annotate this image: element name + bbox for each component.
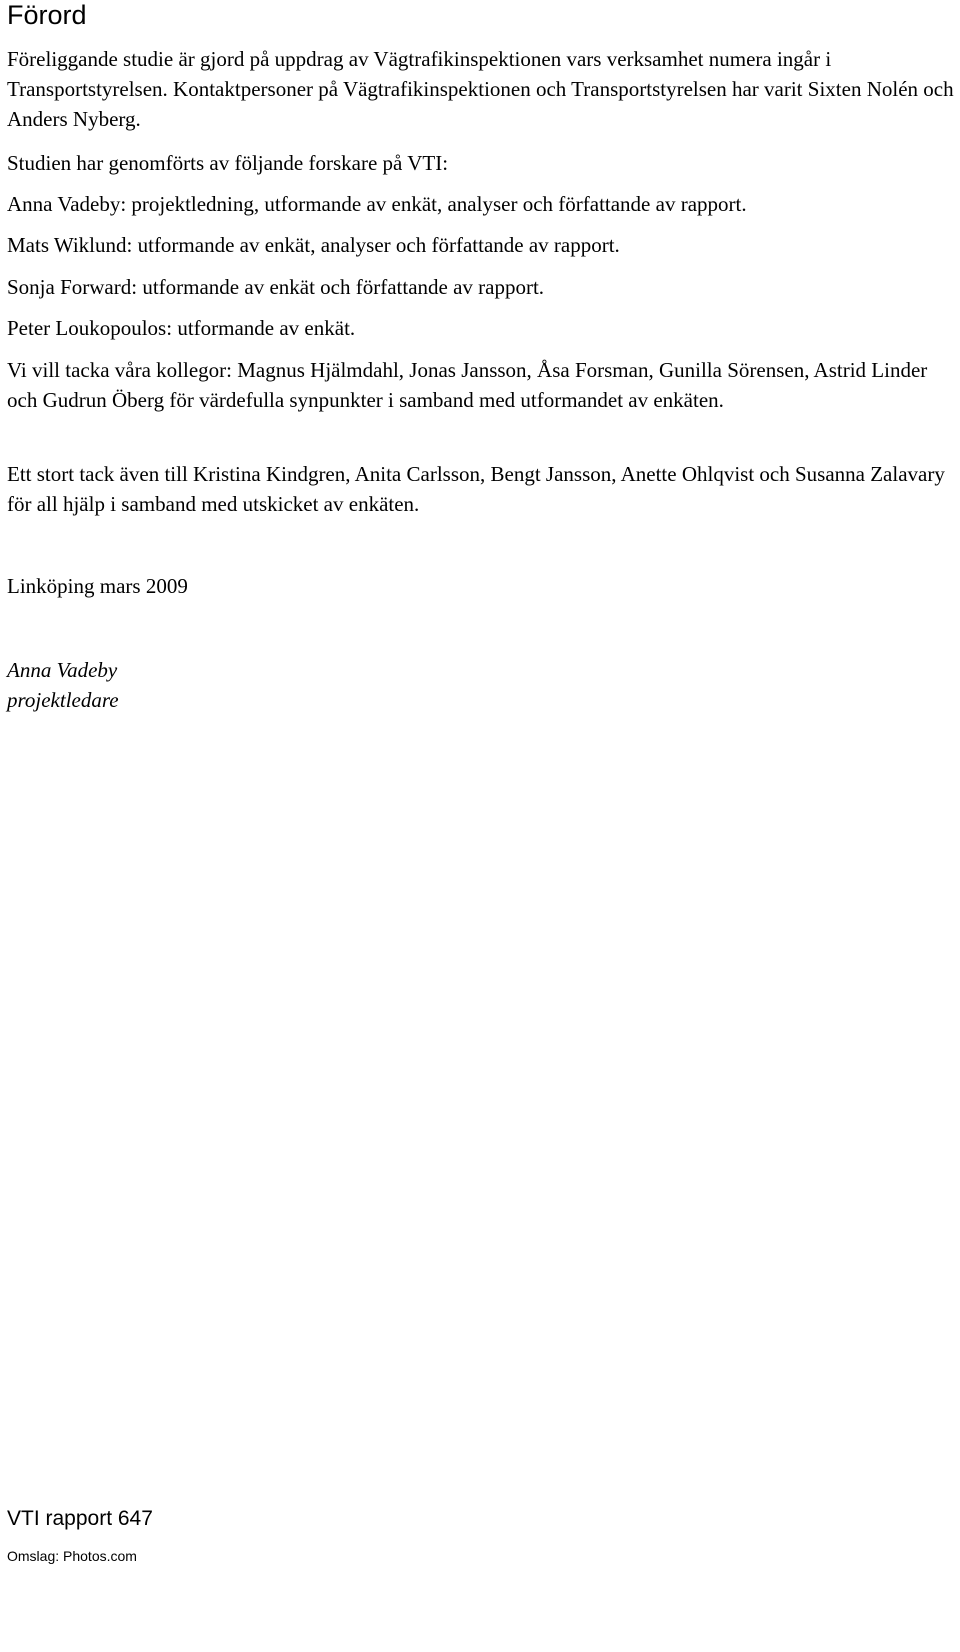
researcher-mats-paragraph: Mats Wiklund: utformande av enkät, analyser och författande av rapport. <box>7 233 620 257</box>
footer-cover-credit: Omslag: Photos.com <box>7 1548 137 1564</box>
footer-report-number: VTI rapport 647 <box>7 1507 153 1530</box>
signature-name: Anna Vadeby <box>7 658 118 682</box>
researchers-intro-paragraph: Studien har genomförts av följande forskare på VTI: <box>7 151 449 175</box>
place-date-line: Linköping mars 2009 <box>7 574 188 598</box>
researcher-anna-paragraph: Anna Vadeby: projektledning, utformande av enkät, analyser och författande av rapport. <box>7 192 747 216</box>
researcher-peter-paragraph: Peter Loukopoulos: utformande av enkät. <box>7 316 356 340</box>
researcher-sonja-paragraph: Sonja Forward: utformande av enkät och författande av rapport. <box>7 275 545 299</box>
thanks-colleagues-paragraph: Vi vill tacka våra kollegor: Magnus Hjälmdahl, Jonas Jansson, Åsa Forsman, Gunilla Sörensen, Astrid Linder och Gudrun Öberg för värdefulla synpunkter i samband med utformandet av enkäten. <box>7 358 928 412</box>
page-title: Förord <box>7 0 87 30</box>
signature-block <box>7 655 119 715</box>
signature-role: projektledare <box>7 688 119 712</box>
thanks-staff-paragraph: Ett stort tack även till Kristina Kindgren, Anita Carlsson, Bengt Jansson, Anette Ohlqvist och Susanna Zalavary för all hjälp i samband med utskicket av enkäten. <box>7 462 945 516</box>
intro-paragraph: Föreliggande studie är gjord på uppdrag av Vägtrafikinspektionen vars verksamhet numera ingår i Transportstyrelsen. Kontaktpersoner på Vägtrafikinspektionen och Transportstyrelsen har varit Sixten Nolén och Anders Nyberg. <box>7 47 954 131</box>
